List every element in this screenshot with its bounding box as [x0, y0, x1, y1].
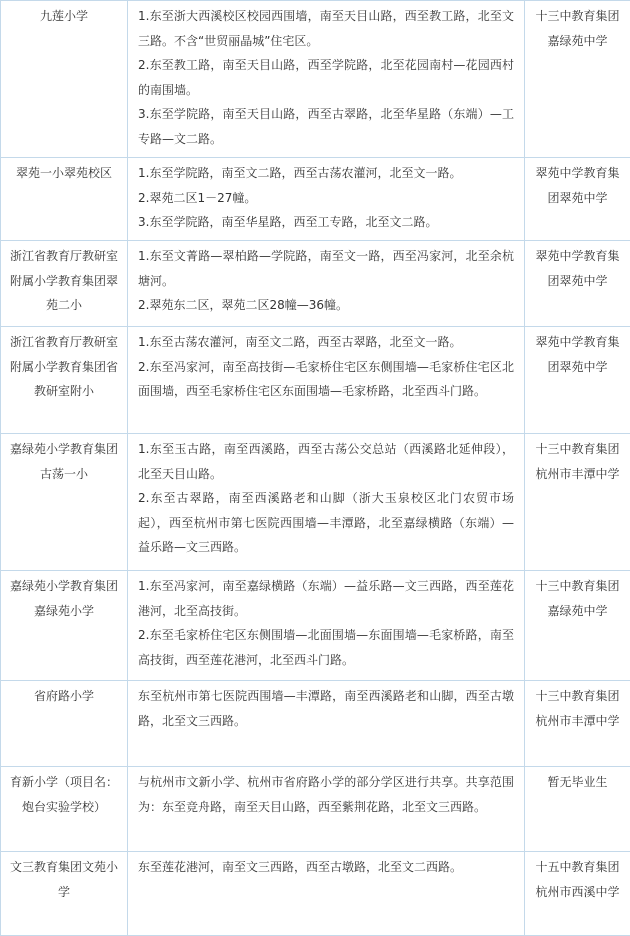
middle-school-name: 十三中教育集团杭州市丰潭中学 [535, 442, 619, 481]
middle-school-name: 暂无毕业生 [547, 775, 607, 789]
middle-school-name: 翠苑中学教育集团翠苑中学 [535, 166, 619, 205]
area-item: 1.东至学院路，南至文二路，西至古荡农灌河，北至文一路。 [138, 161, 514, 186]
area-item: 1.东至玉古路，南至西溪路，西至古荡公交总站（西溪路北延伸段），北至天目山路。 [138, 437, 514, 486]
district-area-cell [128, 571, 525, 681]
school-name-cell [1, 571, 128, 681]
area-item: 1.东至冯家河，南至嘉绿横路（东端）—益乐路—文三西路，西至莲花港河，北至高技街。 [138, 574, 514, 623]
school-name: 浙江省教育厅教研室附属小学教育集团省教研室附小 [10, 335, 118, 398]
middle-school-name: 十三中教育集团嘉绿苑中学 [535, 579, 619, 618]
school-name-cell [1, 158, 128, 241]
area-item: 与杭州市文新小学、杭州市省府路小学的部分学区进行共享。共享范围为：东至竞舟路，南至天目山路，西至紫荆花路，北至文三西路。 [138, 770, 514, 819]
school-name-cell [1, 1, 128, 158]
area-item: 1.东至古荡农灌河，南至文二路，西至古翠路，北至文一路。 [138, 330, 514, 355]
area-item: 1.东至浙大西溪校区校园西围墙，南至天目山路，西至教工路，北至文三路。不含“世贸丽晶城”住宅区。 [138, 4, 514, 53]
area-item: 东至杭州市第七医院西围墙—丰潭路，南至西溪路老和山脚，西至古墩路，北至文三西路。 [138, 684, 514, 733]
area-item: 2.东至古翠路，南至西溪路老和山脚（浙大玉泉校区北门农贸市场起），西至杭州市第七医院西围墙—丰潭路，北至嘉绿横路（东端）—益乐路—文三西路。 [138, 486, 514, 560]
table-row [1, 571, 630, 681]
middle-school-name: 十三中教育集团嘉绿苑中学 [535, 9, 619, 48]
middle-school-cell [525, 158, 630, 241]
table-row [1, 852, 630, 936]
middle-school-cell [525, 434, 630, 571]
district-area-cell [128, 241, 525, 327]
middle-school-cell [525, 327, 630, 434]
district-area-cell [128, 852, 525, 936]
middle-school-name: 翠苑中学教育集团翠苑中学 [535, 335, 619, 374]
district-area-cell [128, 1, 525, 158]
school-name-cell [1, 767, 128, 852]
middle-school-cell [525, 571, 630, 681]
area-item: 2.翠苑东二区，翠苑二区28幢—36幢。 [138, 293, 514, 318]
area-item: 东至莲花港河，南至文三西路，西至古墩路，北至文二西路。 [138, 855, 514, 880]
school-name-cell [1, 681, 128, 767]
area-item: 2.东至毛家桥住宅区东侧围墙—北面围墙—东面围墙—毛家桥路，南至高技街，西至莲花港河，北至西斗门路。 [138, 623, 514, 672]
area-item: 3.东至学院路，南至华星路，西至工专路，北至文二路。 [138, 210, 514, 235]
middle-school-cell [525, 241, 630, 327]
table-row [1, 1, 630, 158]
district-area-cell [128, 158, 525, 241]
area-item: 1.东至文菁路—翠柏路—学院路，南至文一路，西至冯家河，北至余杭塘河。 [138, 244, 514, 293]
school-name: 嘉绿苑小学教育集团古荡一小 [10, 442, 118, 481]
table-row [1, 681, 630, 767]
middle-school-cell [525, 1, 630, 158]
middle-school-name: 十三中教育集团杭州市丰潭中学 [535, 689, 619, 728]
school-name: 九莲小学 [40, 9, 88, 23]
table-row [1, 241, 630, 327]
middle-school-cell [525, 681, 630, 767]
school-name-cell [1, 852, 128, 936]
school-name-cell [1, 434, 128, 571]
district-area-cell [128, 434, 525, 571]
area-item: 2.翠苑二区1－27幢。 [138, 186, 514, 211]
school-name: 省府路小学 [34, 689, 94, 703]
area-item: 3.东至学院路，南至天目山路，西至古翠路，北至华星路（东端）—工专路—文二路。 [138, 102, 514, 151]
school-name-cell [1, 241, 128, 327]
school-name: 育新小学（项目名：炮台实验学校） [10, 775, 118, 814]
middle-school-name: 翠苑中学教育集团翠苑中学 [535, 249, 619, 288]
middle-school-name: 十五中教育集团杭州市西溪中学 [535, 860, 619, 899]
school-name: 文三教育集团文苑小学 [10, 860, 118, 899]
district-area-cell [128, 327, 525, 434]
area-item: 2.东至教工路，南至天目山路，西至学院路，北至花园南村—花园西村的南围墙。 [138, 53, 514, 102]
school-name: 翠苑一小翠苑校区 [16, 166, 112, 180]
school-name-cell [1, 327, 128, 434]
school-name: 浙江省教育厅教研室附属小学教育集团翠苑二小 [10, 249, 118, 312]
district-area-cell [128, 767, 525, 852]
table-row [1, 434, 630, 571]
table-row [1, 327, 630, 434]
middle-school-cell [525, 767, 630, 852]
table-row [1, 158, 630, 241]
area-item: 2.东至冯家河，南至高技街—毛家桥住宅区东侧围墙—毛家桥住宅区北面围墙，西至毛家桥住宅区东面围墙—毛家桥路，北至西斗门路。 [138, 355, 514, 404]
school-name: 嘉绿苑小学教育集团嘉绿苑小学 [10, 579, 118, 618]
table-row [1, 767, 630, 852]
district-area-cell [128, 681, 525, 767]
middle-school-cell [525, 852, 630, 936]
